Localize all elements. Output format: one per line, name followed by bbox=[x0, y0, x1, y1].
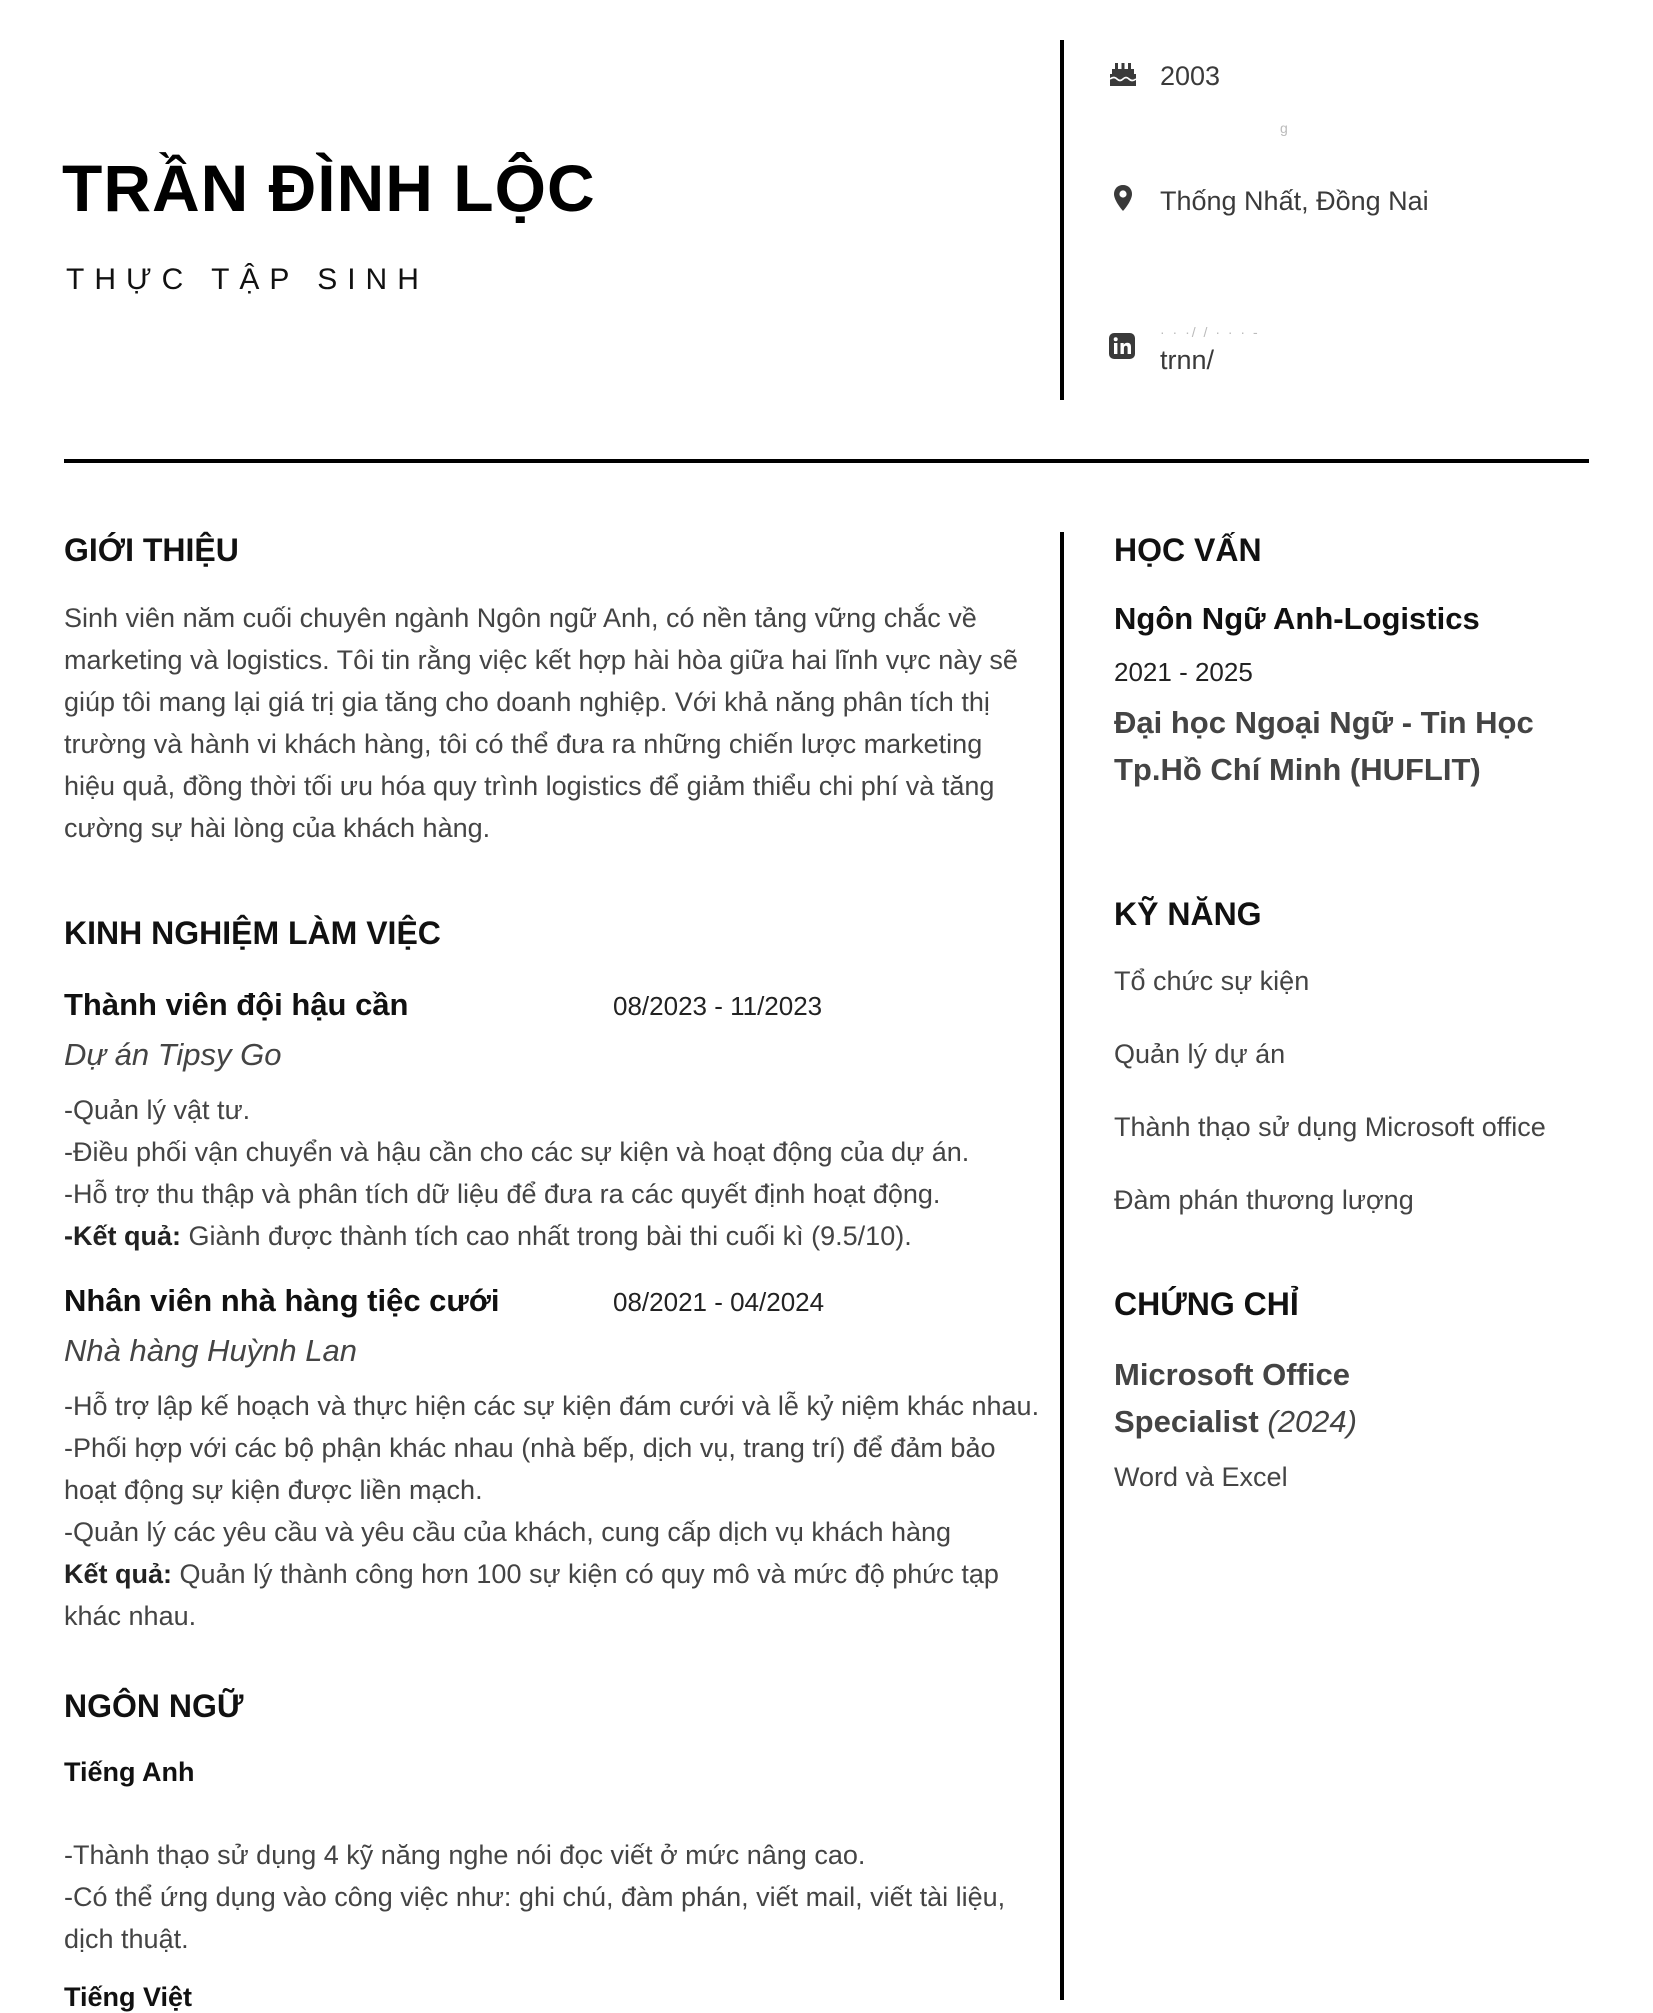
certificate-description: Word và Excel bbox=[1114, 1462, 1288, 1492]
job-bullets bbox=[64, 1385, 1044, 1637]
language-detail-line: -Có thể ứng dụng vào công việc như: ghi chú, đàm phán, viết mail, viết tài liệu, bbox=[64, 1882, 1006, 1912]
intro-line: marketing và logistics. Tôi tin rằng việc kết hợp hài hòa giữa hai lĩnh vực này sẽ bbox=[64, 645, 1018, 675]
skill-item: Thành thạo sử dụng Microsoft office bbox=[1114, 1112, 1546, 1142]
job-result-text: Giành được thành tích cao nhất trong bài thi cuối kì (9.5/10). bbox=[181, 1221, 912, 1251]
language-details bbox=[64, 1834, 1044, 1960]
linkedin-url-partial: · · ·/ / · · · - bbox=[1160, 324, 1260, 340]
job-result-label: -Kết quả: bbox=[64, 1221, 181, 1251]
job-result-continued: khác nhau. bbox=[64, 1601, 197, 1631]
linkedin-url-tail: trnn/ bbox=[1160, 345, 1215, 375]
intro-line: Sinh viên năm cuối chuyên ngành Ngôn ngữ Anh, có nền tảng vững chắc về bbox=[64, 603, 977, 633]
job-title: Thành viên đội hậu cần bbox=[64, 987, 409, 1022]
job-title: Nhân viên nhà hàng tiệc cưới bbox=[64, 1283, 500, 1318]
job-bullet: hoạt động sự kiện được liền mạch. bbox=[64, 1475, 483, 1505]
skill-item: Đàm phán thương lượng bbox=[1114, 1185, 1414, 1215]
job-bullet: -Hỗ trợ lập kế hoạch và thực hiện các sự kiện đám cưới và lễ kỷ niệm khác nhau. bbox=[64, 1391, 1040, 1421]
job-result bbox=[64, 1215, 1044, 1257]
certificate-name-line: Specialist bbox=[1114, 1404, 1259, 1439]
skill-item: Quản lý dự án bbox=[1114, 1039, 1286, 1069]
experience-heading: KINH NGHIỆM LÀM VIỆC bbox=[64, 915, 441, 951]
header-divider-horizontal bbox=[64, 459, 1589, 463]
job-bullet: -Quản lý các yêu cầu và yêu cầu của khách, cung cấp dịch vụ khách hàng bbox=[64, 1517, 952, 1547]
column-divider bbox=[1060, 532, 1064, 2000]
job-bullets bbox=[64, 1089, 1044, 1257]
job-organization: Dự án Tipsy Go bbox=[64, 1037, 282, 1072]
skill-item: Tổ chức sự kiện bbox=[1114, 966, 1310, 996]
certificate-name bbox=[1114, 1351, 1534, 1445]
education-school-line: Tp.Hồ Chí Minh (HUFLIT) bbox=[1114, 752, 1481, 787]
skills-heading: KỸ NĂNG bbox=[1114, 896, 1262, 932]
education-school-line: Đại học Ngoại Ngữ - Tin Học bbox=[1114, 705, 1534, 740]
candidate-role: THỰC TẬP SINH bbox=[66, 263, 429, 296]
intro-line: cường sự hài lòng của khách hàng. bbox=[64, 813, 491, 843]
language-name: Tiếng Việt bbox=[64, 1982, 193, 2012]
contact-linkedin[interactable] bbox=[1108, 322, 1260, 380]
birth-year: 2003 bbox=[1160, 61, 1221, 91]
intro-line: giúp tôi mang lại giá trị gia tăng cho doanh nghiệp. Với khả năng phân tích thị bbox=[64, 687, 990, 717]
job-organization: Nhà hàng Huỳnh Lan bbox=[64, 1333, 358, 1368]
intro-paragraph bbox=[64, 597, 1034, 849]
language-name: Tiếng Anh bbox=[64, 1757, 195, 1787]
contact-hidden-text: g bbox=[1280, 120, 1290, 136]
language-detail-line: dịch thuật. bbox=[64, 1924, 189, 1954]
job-bullet: -Hỗ trợ thu thập và phân tích dữ liệu để đưa ra các quyết định hoạt động. bbox=[64, 1179, 941, 1209]
education-major: Ngôn Ngữ Anh-Logistics bbox=[1114, 601, 1480, 636]
job-date: 08/2023 - 11/2023 bbox=[613, 991, 823, 1021]
intro-heading: GIỚI THIỆU bbox=[64, 532, 239, 568]
job-result bbox=[64, 1553, 1044, 1595]
certificate-name-line: Microsoft Office bbox=[1114, 1357, 1350, 1392]
intro-line: hiệu quả, đồng thời tối ưu hóa quy trình logistics để giảm thiểu chi phí và tăng bbox=[64, 771, 995, 801]
education-school bbox=[1114, 699, 1574, 793]
header-divider-vertical bbox=[1060, 40, 1064, 400]
contact-location bbox=[1108, 181, 1429, 221]
intro-line: trường và hành vi khách hàng, tôi có thể đưa ra những chiến lược marketing bbox=[64, 729, 983, 759]
contact-hidden-line bbox=[1280, 120, 1290, 136]
location-text: Thống Nhất, Đồng Nai bbox=[1160, 186, 1429, 216]
job-result-label: Kết quả: bbox=[64, 1559, 172, 1589]
education-heading: HỌC VẤN bbox=[1114, 532, 1262, 568]
education-years: 2021 - 2025 bbox=[1114, 657, 1253, 687]
candidate-name: TRẦN ĐÌNH LỘC bbox=[62, 151, 596, 225]
job-result-text: Quản lý thành công hơn 100 sự kiện có quy mô và mức độ phức tạp bbox=[172, 1559, 999, 1589]
job-bullet: -Quản lý vật tư. bbox=[64, 1095, 251, 1125]
languages-heading: NGÔN NGỮ bbox=[64, 1688, 244, 1724]
job-date: 08/2021 - 04/2024 bbox=[613, 1287, 825, 1317]
language-detail-line: -Thành thạo sử dụng 4 kỹ năng nghe nói đọc viết ở mức nâng cao. bbox=[64, 1840, 866, 1870]
map-pin-icon bbox=[1108, 183, 1138, 213]
birthday-cake-icon bbox=[1108, 58, 1138, 88]
certificate-year: (2024) bbox=[1267, 1404, 1357, 1439]
job-bullet: -Điều phối vận chuyển và hậu cần cho các sự kiện và hoạt động của dự án. bbox=[64, 1137, 970, 1167]
linkedin-icon bbox=[1108, 332, 1138, 362]
contact-birth bbox=[1108, 56, 1220, 96]
job-bullet: -Phối hợp với các bộ phận khác nhau (nhà bếp, dịch vụ, trang trí) để đảm bảo bbox=[64, 1433, 996, 1463]
certificates-heading: CHỨNG CHỈ bbox=[1114, 1286, 1299, 1322]
